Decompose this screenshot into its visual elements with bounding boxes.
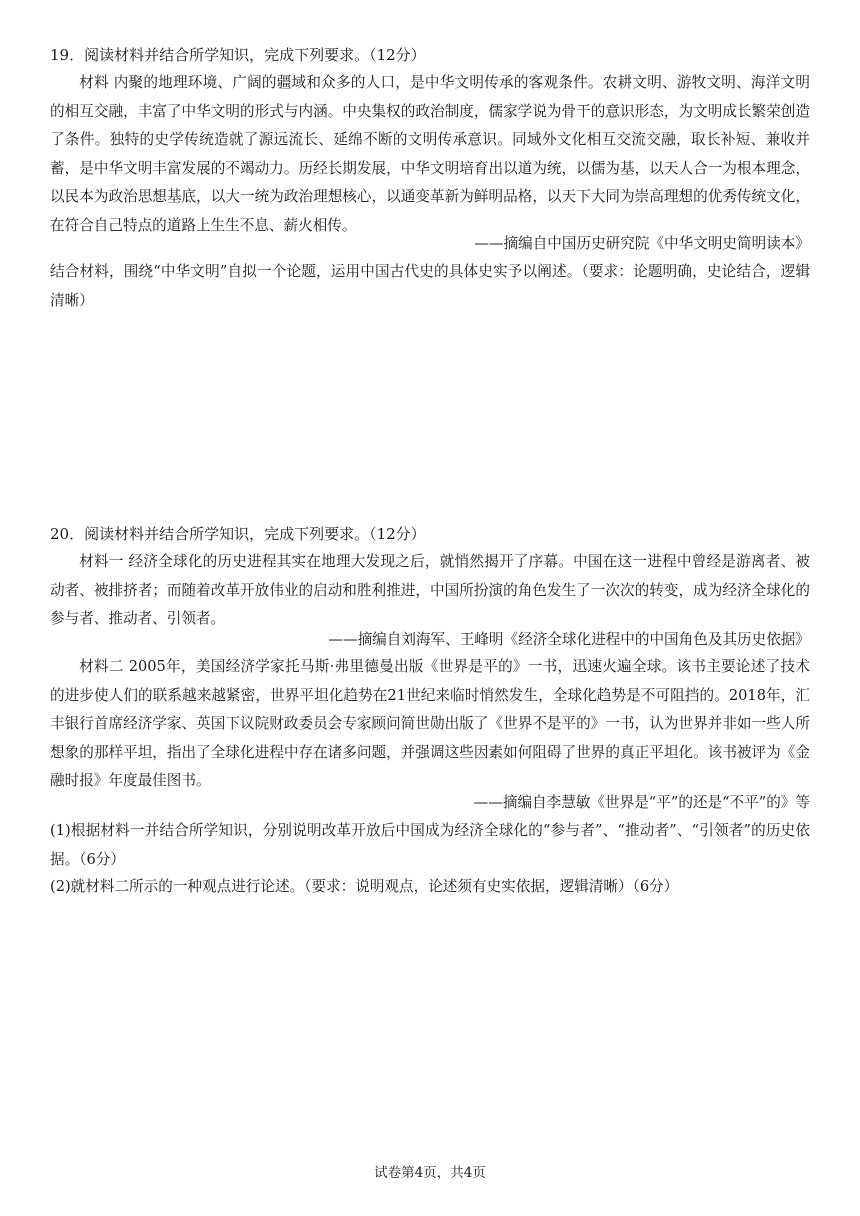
- question-20-source-2: ——摘编自李慧敏《世界是“平”的还是“不平”的》等: [473, 794, 810, 811]
- question-20-heading: 20．阅读材料并结合所学知识，完成下列要求。（12分）: [50, 525, 426, 543]
- question-19-material: 材料 内聚的地理环境、广阔的疆域和众多的人口，是中华文明传承的客观条件。农耕文明、游牧文明、海洋文明的相互交融，丰富了中华文明的形式与内涵。中央集权的政治制度，儒家学说为骨干的意识形态，为文明成长繁荣创造了条件。独特的史学传统造就了源远流长、延绵不断的文明传承意识。同域外文化相互交流交融，取长补短、兼收并蓄，是中华文明丰富发展的不竭动力。历经长期发展，中华文明培育出以道为统，以儒为基，以天人合一为根本理念，以民本为政治思想基底，以大一统为政治理想核心，以通变革新为鲜明品格，以天下大同为崇高理想的优秀传统文化，在符合自己特点的道路上生生不息、薪火相传。: [50, 74, 810, 234]
- question-20-material-1: 材料一 经济全球化的历史进程其实在地理大发现之后，就悄然揭开了序幕。中国在这一进程中曾经是游离者、被动者、被排挤者；而随着改革开放伟业的启动和胜利推进，中国所扮演的角色发生了一次次的转变，成为经济全球化的参与者、推动者、引领者。: [50, 553, 810, 627]
- question-20-task-1: (1)根据材料一并结合所学知识，分别说明改革开放后中国成为经济全球化的“参与者”、“推动者”、“引领者”的历史依据。（6分）: [50, 822, 810, 868]
- question-19-heading: 19．阅读材料并结合所学知识，完成下列要求。（12分）: [50, 46, 426, 64]
- question-19-task: 结合材料，围绕“中华文明”自拟一个论题，运用中国古代史的具体史实予以阐述。（要求：论题明确，史论结合，逻辑清晰）: [50, 263, 810, 309]
- question-20-task-2: (2)就材料二所示的一种观点进行论述。（要求：说明观点，论述须有史实依据，逻辑清晰）（6分）: [50, 878, 679, 895]
- question-20-source-1: ——摘编自刘海军、王峰明《经济全球化进程中的中国角色及其历史依据》: [328, 631, 810, 648]
- page-footer: 试卷第4页，共4页: [374, 1165, 486, 1181]
- question-19-source: ——摘编自中国历史研究院《中华文明史简明读本》: [474, 235, 810, 252]
- question-20-material-2: 材料二 2005年，美国经济学家托马斯·弗里德曼出版《世界是平的》一书，迅速火遍全球。该书主要论述了技术的进步使人们的联系越来越紧密，世界平坦化趋势在21世纪来临时悄然发生，全球化趋势是不可阻挡的。2018年，汇丰银行首席经济学家、英国下议院财政委员会专家顾问简世勋出版了《世界不是平的》一书，认为世界并非如一些人所想象的那样平坦，指出了全球化进程中存在诸多问题，并强调这些因素如何阻碍了世界的真正平坦化。该书被评为《金融时报》年度最佳图书。: [50, 658, 810, 789]
